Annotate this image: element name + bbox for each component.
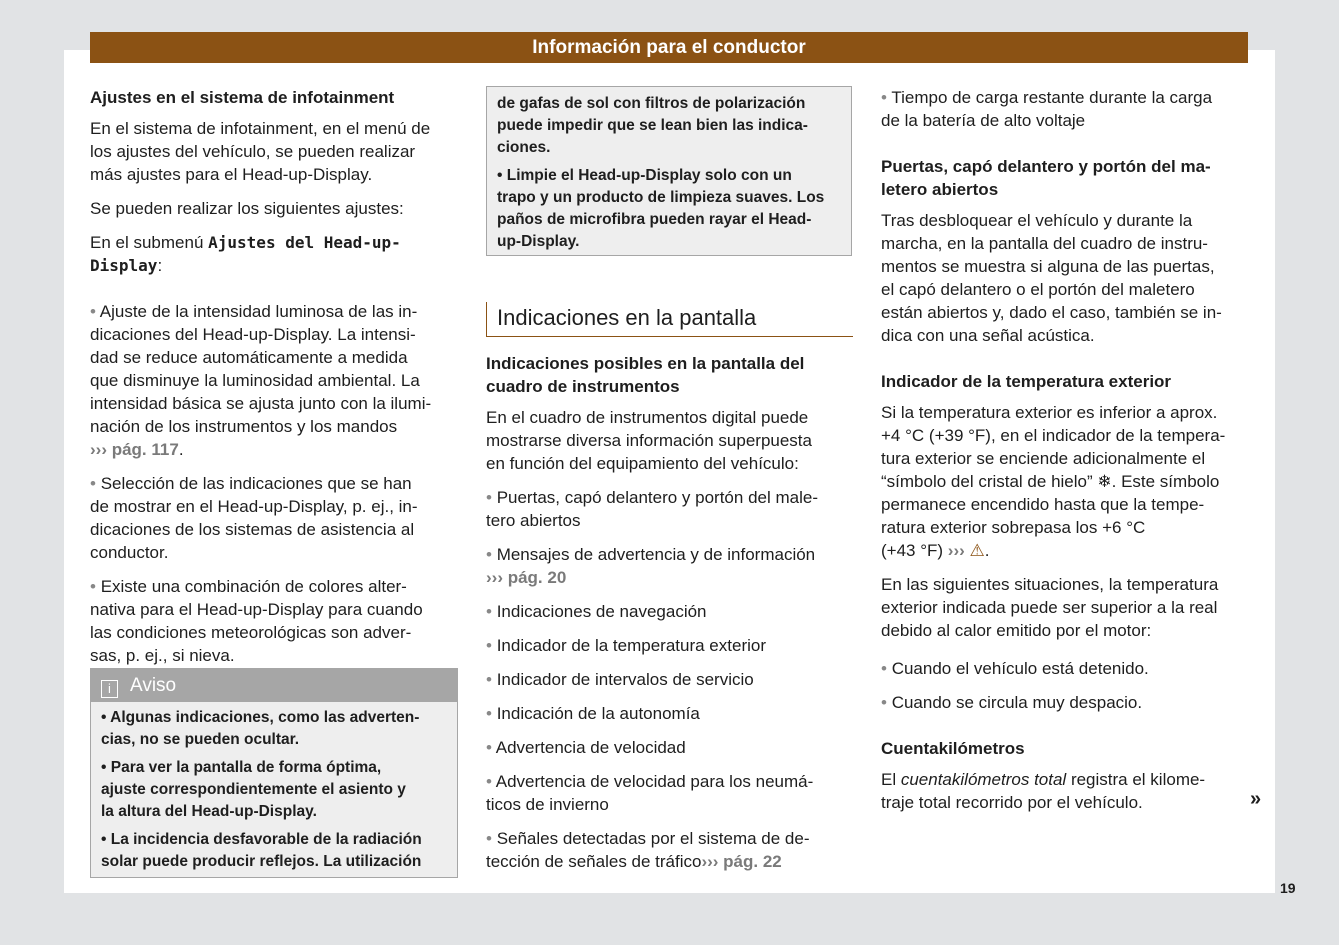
text: Limpie el Head-up-Display solo con un trapo y un producto de limpieza suaves. Los paños de microfibra pueden rayar el Head- up-Display. bbox=[497, 167, 825, 250]
column-1 bbox=[90, 86, 460, 678]
text: La incidencia desfavorable de la radiación solar puede producir reflejos. La utilización bbox=[101, 831, 422, 870]
bullet-item: • Selección de las indicaciones que se han de mostrar en el Head-up-Display, p. ej., in- dicaciones de los sistemas de asistencia al conductor. bbox=[90, 474, 418, 562]
bullet-item: • Advertencia de velocidad para los neumá- ticos de invierno bbox=[486, 772, 814, 814]
paragraph: En el sistema de infotainment, en el menú de los ajustes del vehículo, se pueden realizar más ajustes para el Head-up-Display. bbox=[90, 119, 431, 184]
notice-item: • Algunas indicaciones, como las adverten- cias, no se pueden ocultar. bbox=[101, 709, 420, 748]
text: Cuando el vehículo está detenido. bbox=[891, 659, 1149, 678]
bullet-item: • Indicación de la autonomía bbox=[486, 704, 700, 723]
notice-text: de gafas de sol con filtros de polarización puede impedir que se lean bien las indica- ciones. bbox=[497, 95, 808, 156]
text: : bbox=[157, 256, 163, 275]
heading-infotainment: Ajustes en el sistema de infotainment bbox=[90, 88, 395, 107]
warning-icon: ⚠ bbox=[969, 541, 985, 560]
text: Indicador de la temperatura exterior bbox=[496, 636, 766, 655]
page-link[interactable]: ››› pág. 117 bbox=[90, 440, 179, 459]
bullet-item: • Indicador de intervalos de servicio bbox=[486, 670, 754, 689]
info-icon: i bbox=[101, 680, 118, 698]
heading-cuentakilometros: Cuentakilómetros bbox=[881, 739, 1025, 758]
text: Advertencia de velocidad para los neumá- ticos de invierno bbox=[486, 772, 814, 814]
text: Algunas indicaciones, como las adverten- cias, no se pueden ocultar. bbox=[101, 709, 420, 748]
text: En el submenú bbox=[90, 233, 209, 252]
text: Puertas, capó delantero y portón del male- tero abiertos bbox=[486, 488, 818, 530]
section-title: Indicaciones en la pantalla bbox=[486, 302, 853, 337]
bullet-item: • Indicador de la temperatura exterior bbox=[486, 636, 766, 655]
bullet-item: • Cuando se circula muy despacio. bbox=[881, 693, 1143, 712]
paragraph: En el cuadro de instrumentos digital puede mostrarse diversa información superpuesta en función del equipamiento del vehículo: bbox=[486, 408, 812, 473]
page-header: Información para el conductor bbox=[90, 32, 1248, 63]
text: Existe una combinación de colores alter- nativa para el Head-up-Display para cuando las condiciones meteorológicas son adver- sas, p. ej., si nieva. bbox=[90, 577, 423, 665]
heading-temperatura: Indicador de la temperatura exterior bbox=[881, 372, 1172, 391]
page-link[interactable]: ››› pág. 20 bbox=[486, 568, 567, 587]
text: Indicador de intervalos de servicio bbox=[496, 670, 754, 689]
page-number: 19 bbox=[1280, 880, 1296, 896]
text: El bbox=[881, 770, 901, 789]
paragraph bbox=[90, 231, 460, 277]
text: Indicación de la autonomía bbox=[496, 704, 700, 723]
page-link[interactable]: ››› pág. 22 bbox=[701, 852, 782, 871]
notice-box bbox=[90, 668, 458, 878]
text: Tiempo de carga restante durante la carga de la batería de alto voltaje bbox=[881, 88, 1213, 130]
paragraph: En las siguientes situaciones, la temperatura exterior indicada puede ser superior a la real debido al calor emitido por el motor: bbox=[881, 575, 1219, 640]
text: Mensajes de advertencia y de información bbox=[496, 545, 816, 564]
text: . bbox=[984, 541, 990, 560]
notice-header bbox=[91, 669, 457, 702]
text: Advertencia de velocidad bbox=[495, 738, 686, 757]
paragraph bbox=[881, 401, 1249, 562]
bullet-item: • Advertencia de velocidad bbox=[486, 738, 686, 757]
heading-puertas: Puertas, capó delantero y portón del ma- letero abiertos bbox=[881, 157, 1211, 199]
text: Indicaciones de navegación bbox=[496, 602, 707, 621]
bullet-item: • Mensajes de advertencia y de información ››› pág. 20 bbox=[486, 545, 816, 587]
menu-path: Ajustes del Head-up- Display bbox=[90, 233, 401, 275]
bullet-item: • Indicaciones de navegación bbox=[486, 602, 707, 621]
snowflake-icon: ❄ bbox=[1097, 472, 1112, 491]
bullet-item: • Existe una combinación de colores alter- nativa para el Head-up-Display para cuando las condiciones meteorológicas son adver- sas, p. ej., si nieva. bbox=[90, 577, 423, 665]
continue-marker: » bbox=[1250, 788, 1262, 810]
column-3 bbox=[881, 86, 1249, 825]
italic-term: cuentakilómetros total bbox=[900, 770, 1067, 789]
bullet-item: • Tiempo de carga restante durante la carga de la batería de alto voltaje bbox=[881, 88, 1213, 130]
heading-indicaciones: Indicaciones posibles en la pantalla del cuadro de instrumentos bbox=[486, 354, 805, 396]
warning-link[interactable]: ››› bbox=[947, 541, 965, 560]
text: Cuando se circula muy despacio. bbox=[891, 693, 1143, 712]
notice-title: Aviso bbox=[130, 675, 177, 696]
text: Ajuste de la intensidad luminosa de las in- dicaciones del Head-up-Display. La intensi- dad se reduce automáticamente a medida que disminuye la luminosidad ambiental. La intensidad básica se ajusta junto con la ilumi- nación de los instrumentos y los mandos bbox=[90, 302, 432, 436]
bullet-item: • Puertas, capó delantero y portón del male- tero abiertos bbox=[486, 488, 818, 530]
text: Si la temperatura exterior es inferior a aprox. +4 °C (+39 °F), en el indicador de la tempera- tura exterior se enciende adicionalmente el “símbolo del cristal de hielo” bbox=[881, 403, 1226, 491]
text: Para ver la pantalla de forma óptima, ajuste correspondientemente el asiento y la altura del Head-up-Display. bbox=[101, 759, 406, 820]
bullet-item: • Ajuste de la intensidad luminosa de las in- dicaciones del Head-up-Display. La intensi- dad se reduce automáticamente a medida que disminuye la luminosidad ambiental. La intensidad básica se ajusta junto con la ilumi- nación de los instrumentos y los mandos ››› pág. 117. bbox=[90, 302, 432, 459]
text: . Este símbolo permanece encendido hasta que la tempe- ratura exterior sobrepasa los +6 °C (+43 °F) bbox=[881, 472, 1220, 560]
paragraph: Se pueden realizar los siguientes ajustes: bbox=[90, 199, 404, 218]
notice-item: • Para ver la pantalla de forma óptima, ajuste correspondientemente el asiento y la altura del Head-up-Display. bbox=[101, 759, 406, 820]
text: registra el kilome- traje total recorrido por el vehículo. bbox=[881, 770, 1206, 812]
text: Selección de las indicaciones que se han de mostrar en el Head-up-Display, p. ej., in- dicaciones de los sistemas de asistencia al conductor. bbox=[90, 474, 418, 562]
paragraph: Tras desbloquear el vehículo y durante la marcha, en la pantalla del cuadro de instru- mentos se muestra si alguna de las puertas, el capó delantero o el portón del maletero están abiertos y, dado el caso, también se in- dica con una señal acústica. bbox=[881, 211, 1222, 345]
bullet-item: • Cuando el vehículo está detenido. bbox=[881, 659, 1149, 678]
text: Señales detectadas por el sistema de de- tección de señales de tráfico bbox=[486, 829, 810, 871]
bullet-item: • Señales detectadas por el sistema de de- tección de señales de tráfico››› pág. 22 bbox=[486, 829, 810, 871]
notice-item: • Limpie el Head-up-Display solo con un trapo y un producto de limpieza suaves. Los paños de microfibra pueden rayar el Head- up-Display. bbox=[497, 167, 825, 250]
column-2 bbox=[486, 352, 854, 884]
notice-item: • La incidencia desfavorable de la radiación solar puede producir reflejos. La utilización bbox=[101, 831, 422, 870]
paragraph bbox=[881, 768, 1249, 814]
notice-box-continued bbox=[486, 86, 852, 256]
